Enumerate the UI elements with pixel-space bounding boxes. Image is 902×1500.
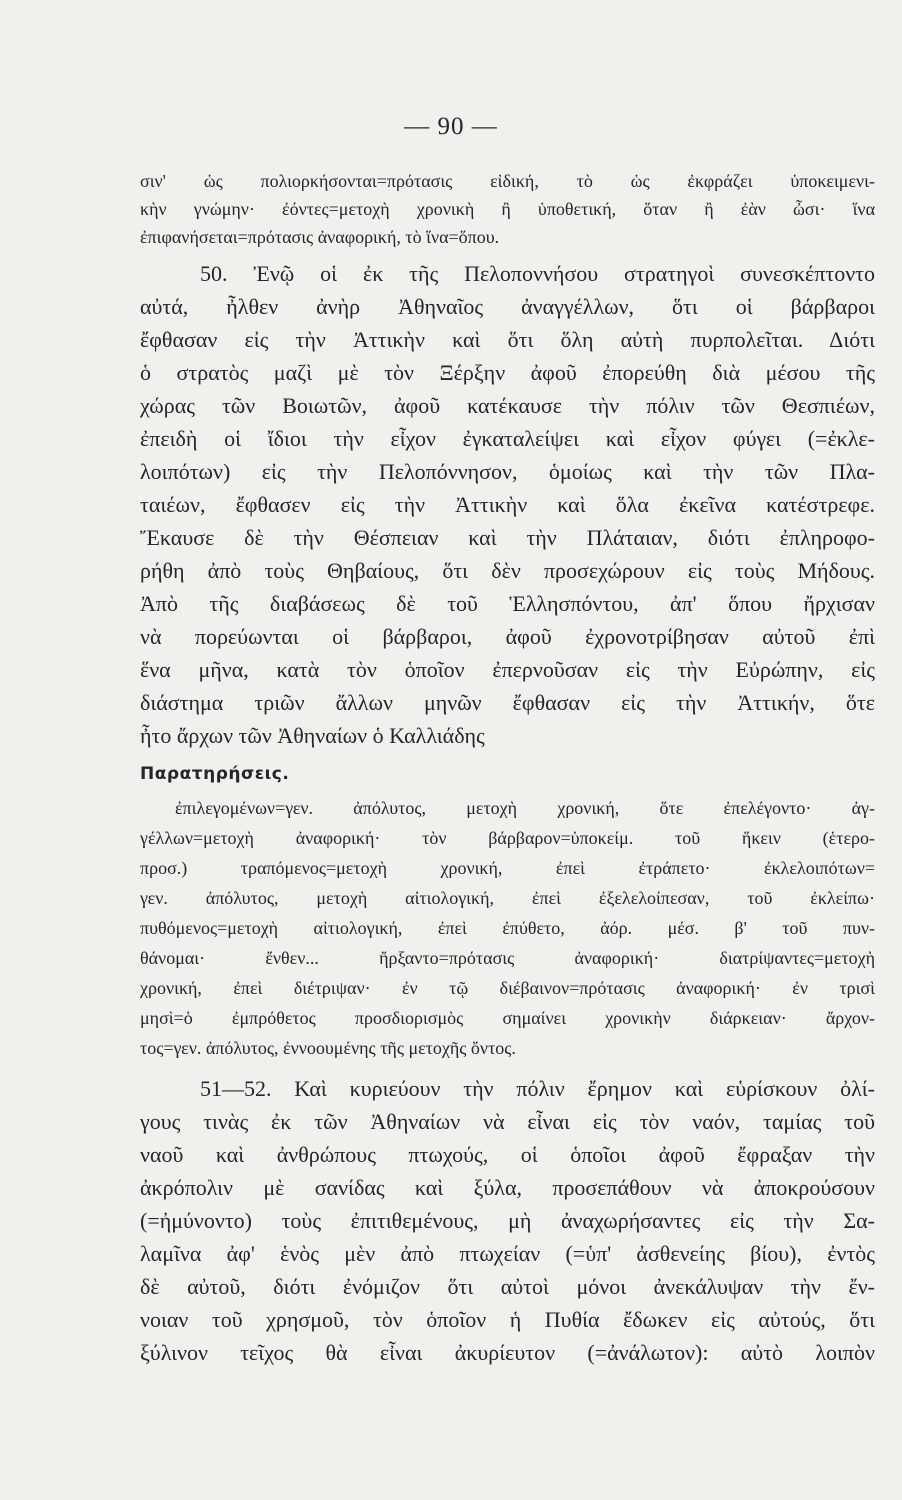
text-line: δὲ αὐτοῦ, διότι ἐνόμιζον ὅτι αὐτοὶ μόνοι ἀνεκάλυψαν τὴν ἔν- [140,1274,875,1299]
text-line: νὰ πορεύωνται οἱ βάρβαροι, ἀφοῦ ἐχρονοτρίβησαν αὐτοῦ ἐπὶ [140,624,875,649]
text-line: ἕνα μῆνα, κατὰ τὸν ὁποῖον ἐπερνοῦσαν εἰς τὴν Εὐρώπην, εἰς [140,657,875,682]
text-line: κὴν γνώμην· ἐόντες=μετοχὴ χρονικὴ ἢ ὑποθετική, ὅταν ἢ ἐὰν ὦσι· ἵνα [140,199,875,219]
note-line: πυθόμενος=μετοχὴ αἰτιολογική, ἐπεὶ ἐπύθετο, ἀόρ. μέσ. β' τοῦ πυν- [140,918,875,938]
note-line: θάνομαι· ἔνθεν... ἤρξαντο=πρότασις ἀναφορική· διατρίψαντες=μετοχὴ [140,948,875,968]
page-number: — 90 — [404,113,498,140]
note-line: μησὶ=ὁ ἐμπρόθετος προσδιορισμὸς σημαίνει χρονικὴν διάρκειαν· ἄρχον- [140,1008,875,1028]
text-line: ἔφθασαν εἰς τὴν Ἀττικὴν καὶ ὅτι ὅλη αὐτὴ πυρπολεῖται. Διότι [140,327,875,352]
text-line: γους τινὰς ἐκ τῶν Ἀθηναίων νὰ εἶναι εἰς τὸν ναόν, ταμίας τοῦ [140,1109,875,1134]
note-line: γέλλων=μετοχὴ ἀναφορική· τὸν βάρβαρον=ὑποκείμ. τοῦ ἥκειν (ἑτερο- [140,828,875,848]
text-line: λαμῖνα ἀφ' ἑνὸς μὲν ἀπὸ πτωχείαν (=ὑπ' ἀσθενείης βίου), ἐντὸς [140,1241,875,1266]
text-line: ἀκρόπολιν μὲ σανίδας καὶ ξύλα, προσεπάθουν νὰ ἀποκρούσουν [140,1175,875,1200]
text-line: σιν' ὡς πολιορκήσονται=πρότασις εἰδική, τὸ ὡς ἐκφράζει ὑποκειμενι- [140,171,875,191]
note-line: ἐπιλεγομένων=γεν. ἀπόλυτος, μετοχὴ χρονική, ὅτε ἐπελέγοντο· ἀγ- [175,798,875,818]
paragraph-50-first-line: 50. Ἐνῷ οἱ ἐκ τῆς Πελοποννήσου στρατηγοὶ συνεσκέπτοντο [200,261,875,286]
text-line: ἐπιφανήσεται=πρότασις ἀναφορική, τὸ ἵνα=ὅπου. [140,227,500,247]
text-line: ἐπειδὴ οἱ ἴδιοι τὴν εἶχον ἐγκαταλείψει καὶ εἶχον φύγει (=ἐκλε- [140,426,875,451]
text-line: χώρας τῶν Βοιωτῶν, ἀφοῦ κατέκαυσε τὴν πόλιν τῶν Θεσπιέων, [140,393,875,418]
text-line: ἦτο ἄρχων τῶν Ἀθηναίων ὁ Καλλιάδης [140,723,485,748]
text-line: αὐτά, ἦλθεν ἀνὴρ Ἀθηναῖος ἀναγγέλλων, ὅτι οἱ βάρβαροι [140,294,875,319]
text-line: ξύλινον τεῖχος θὰ εἶναι ἀκυρίευτον (=ἀνάλωτον): αὐτὸ λοιπὸν [140,1340,875,1365]
text-line: (=ἠμύνοντο) τοὺς ἐπιτιθεμένους, μὴ ἀναχωρήσαντες εἰς τὴν Σα- [140,1208,875,1233]
text-line: ὁ στρατὸς μαζὶ μὲ τὸν Ξέρξην ἀφοῦ ἐπορεύθη διὰ μέσου τῆς [140,360,875,385]
notes-heading: Παρατηρήσεις. [140,764,290,784]
text-line: λοιπότων) εἰς τὴν Πελοπόννησον, ὁμοίως καὶ τὴν τῶν Πλα- [140,459,875,484]
note-line: προσ.) τραπόμενος=μετοχὴ χρονική, ἐπεὶ ἐτράπετο· ἐκλελοιπότων= [140,858,875,878]
text-line: διάστημα τριῶν ἄλλων μηνῶν ἔφθασαν εἰς τὴν Ἀττικήν, ὅτε [140,690,875,715]
paragraph-51-52-first-line: 51—52. Καὶ κυριεύουν τὴν πόλιν ἔρημον καὶ εὑρίσκουν ὀλί- [200,1076,875,1101]
note-line: τος=γεν. ἀπόλυτος, ἐννοουμένης τῆς μετοχῆς ὄντος. [140,1038,516,1058]
text-line: νοιαν τοῦ χρησμοῦ, τὸν ὁποῖον ἡ Πυθία ἔδωκεν εἰς αὐτούς, ὅτι [140,1307,875,1332]
note-line: γεν. ἀπόλυτος, μετοχὴ αἰτιολογική, ἐπεὶ ἐξελελοίπεσαν, τοῦ ἐκλείπω· [140,888,875,908]
text-line: Ἀπὸ τῆς διαβάσεως δὲ τοῦ Ἑλλησπόντου, ἀπ' ὅπου ἤρχισαν [140,591,875,616]
text-line: ναοῦ καὶ ἀνθρώπους πτωχούς, οἱ ὁποῖοι ἀφοῦ ἔφραξαν τὴν [140,1142,875,1167]
text-line: ταιέων, ἔφθασεν εἰς τὴν Ἀττικὴν καὶ ὅλα ἐκεῖνα κατέστρεφε. [140,492,875,517]
text-line: ρήθη ἀπὸ τοὺς Θηβαίους, ὅτι δὲν προσεχώρουν εἰς τοὺς Μήδους. [140,558,875,583]
note-line: χρονική, ἐπεὶ διέτριψαν· ἐν τῷ διέβαινον=πρότασις ἀναφορική· ἐν τρισὶ [140,978,875,998]
text-line: Ἔκαυσε δὲ τὴν Θέσπειαν καὶ τὴν Πλάταιαν, διότι ἐπληροφο- [140,525,875,550]
